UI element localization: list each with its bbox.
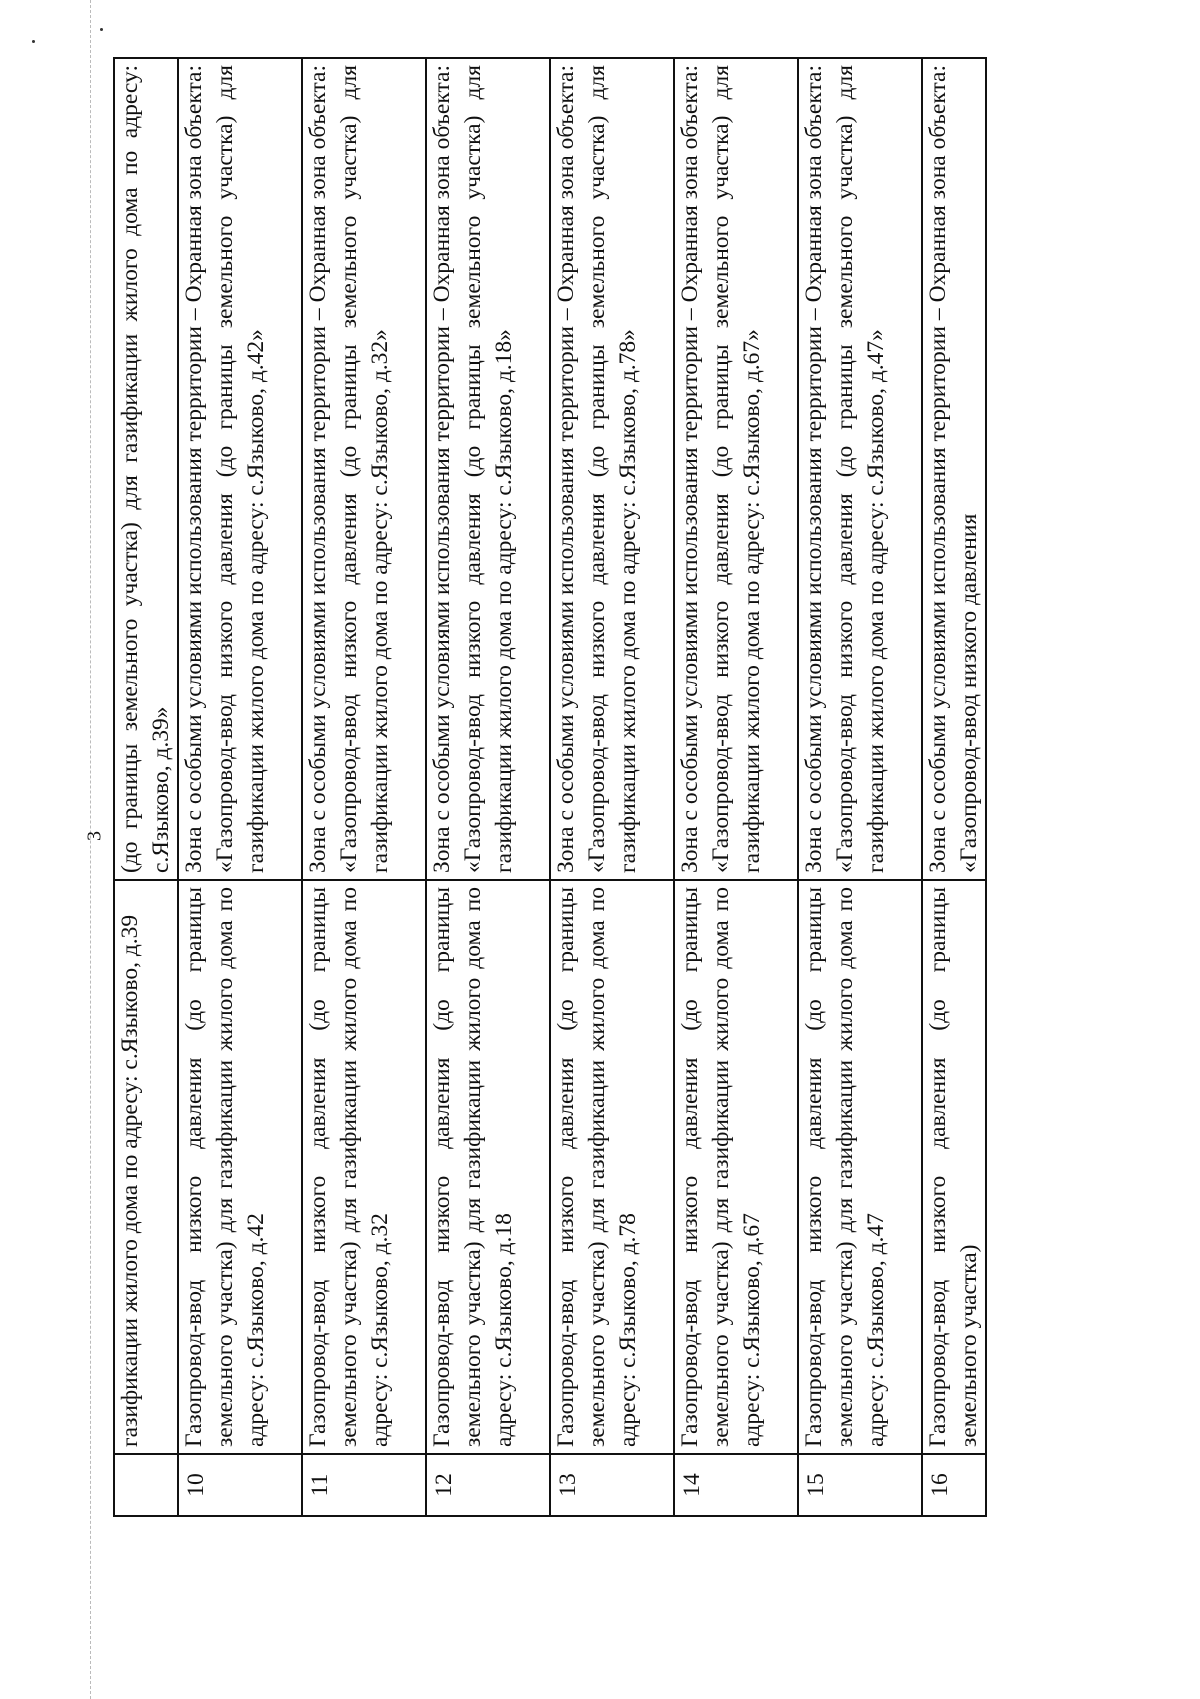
- object-name-cell: газификации жилого дома по адресу: с.Языково, д.39: [114, 880, 178, 1454]
- scan-artifact-dot: [32, 40, 35, 43]
- object-name-cell: Газопровод-ввод низкого давления (до границы земельного участка) для газификации жилого дома по адресу: с.Языково, д.32: [302, 880, 426, 1454]
- row-number: 12: [426, 1454, 550, 1516]
- object-name-cell: Газопровод-ввод низкого давления (до границы земельного участка) для газификации жилого дома по адресу: с.Языково, д.42: [178, 880, 302, 1454]
- rotated-table-container: [113, 57, 982, 1517]
- scan-artifact-line: [90, 0, 91, 1699]
- zone-description-cell: (до границы земельного участка) для газификации жилого дома по адресу: с.Языково, д.39»: [114, 58, 178, 880]
- zone-description-cell: Зона с особыми условиями использования территории – Охранная зона объекта: «Газопровод-ввод низкого давления (до границы земельного участка) для газификации жилого дома по адресу: с.Языково, д.47»: [798, 58, 922, 880]
- table-row: [178, 58, 302, 1516]
- object-name-cell: Газопровод-ввод низкого давления (до границы земельного участка) для газификации жилого дома по адресу: с.Языково, д.67: [674, 880, 798, 1454]
- zone-description-cell: Зона с особыми условиями использования территории – Охранная зона объекта: «Газопровод-ввод низкого давления: [922, 58, 986, 880]
- table-row: [302, 58, 426, 1516]
- table-row: [114, 58, 178, 1516]
- row-number: 11: [302, 1454, 426, 1516]
- row-number: [114, 1454, 178, 1516]
- object-name-cell: Газопровод-ввод низкого давления (до границы земельного участка) для газификации жилого дома по адресу: с.Языково, д.47: [798, 880, 922, 1454]
- zone-description-cell: Зона с особыми условиями использования территории – Охранная зона объекта: «Газопровод-ввод низкого давления (до границы земельного участка) для газификации жилого дома по адресу: с.Языково, д.42»: [178, 58, 302, 880]
- zone-description-cell: Зона с особыми условиями использования территории – Охранная зона объекта: «Газопровод-ввод низкого давления (до границы земельного участка) для газификации жилого дома по адресу: с.Языково, д.18»: [426, 58, 550, 880]
- table-row: [798, 58, 922, 1516]
- zone-description-cell: Зона с особыми условиями использования территории – Охранная зона объекта: «Газопровод-ввод низкого давления (до границы земельного участка) для газификации жилого дома по адресу: с.Языково, д.78»: [550, 58, 674, 880]
- table-body: [114, 58, 986, 1516]
- row-number: 10: [178, 1454, 302, 1516]
- row-number: 13: [550, 1454, 674, 1516]
- table-row: [674, 58, 798, 1516]
- row-number: 14: [674, 1454, 798, 1516]
- table-row: [922, 58, 986, 1516]
- scan-artifact-dot: [100, 28, 103, 31]
- object-name-cell: Газопровод-ввод низкого давления (до границы земельного участка): [922, 880, 986, 1454]
- object-name-cell: Газопровод-ввод низкого давления (до границы земельного участка) для газификации жилого дома по адресу: с.Языково, д.78: [550, 880, 674, 1454]
- table-row: [426, 58, 550, 1516]
- objects-zones-table: [113, 57, 987, 1517]
- table-row: [550, 58, 674, 1516]
- row-number: 16: [922, 1454, 986, 1516]
- row-number: 15: [798, 1454, 922, 1516]
- zone-description-cell: Зона с особыми условиями использования территории – Охранная зона объекта: «Газопровод-ввод низкого давления (до границы земельного участка) для газификации жилого дома по адресу: с.Языково, д.67»: [674, 58, 798, 880]
- object-name-cell: Газопровод-ввод низкого давления (до границы земельного участка) для газификации жилого дома по адресу: с.Языково, д.18: [426, 880, 550, 1454]
- zone-description-cell: Зона с особыми условиями использования территории – Охранная зона объекта: «Газопровод-ввод низкого давления (до границы земельного участка) для газификации жилого дома по адресу: с.Языково, д.32»: [302, 58, 426, 880]
- page-number: 3: [83, 831, 106, 841]
